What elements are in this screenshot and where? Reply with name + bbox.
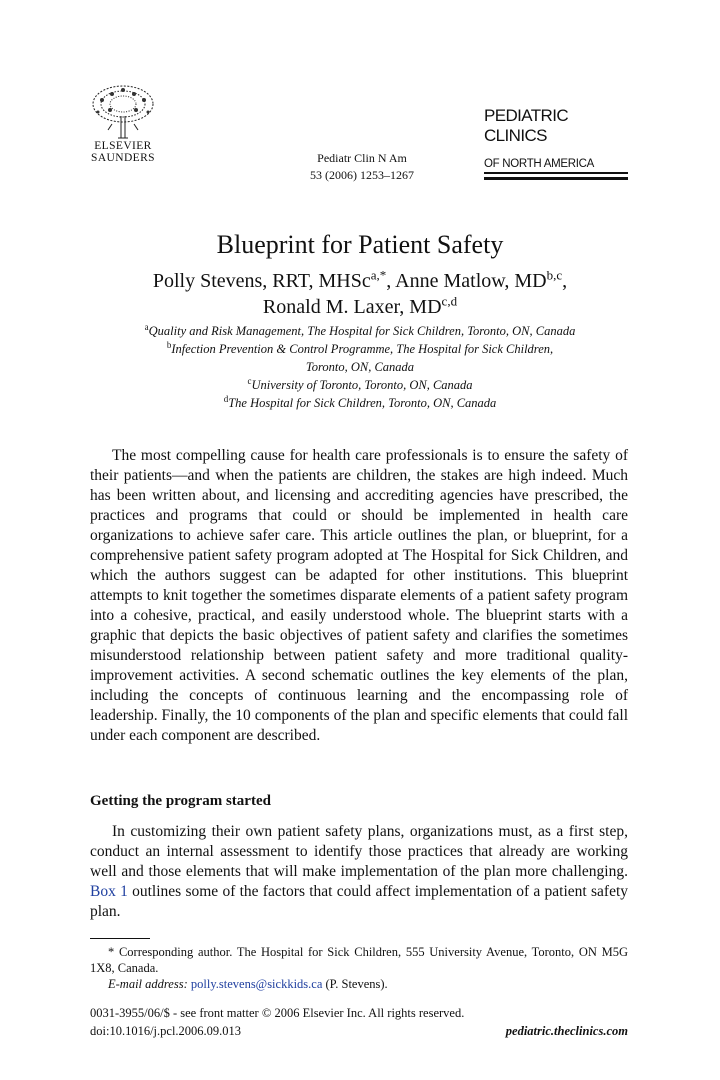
footer-doi-row [90,1023,628,1039]
journal-website[interactable]: pediatric.theclinics.com [505,1024,628,1038]
affiliation-text: Quality and Risk Management, The Hospital for Sick Children, Toronto, ON, Canada [148,324,576,338]
email-note [90,976,628,992]
author-name: Ronald M. Laxer, MD [262,296,442,318]
email-label: E-mail address: [108,977,188,991]
journal-reference [292,150,432,184]
email-suffix: (P. Stevens). [322,977,388,991]
paragraph-text: In customizing their own patient safety plans, organizations must, as a first step, conduct an internal assessment to identify those practices that already are working well and those elements that will make implementation of the plan more challenging. [90,823,628,880]
affiliation-mark: c [247,375,252,386]
affiliation-mark: d [223,393,229,404]
section-paragraph [90,822,628,922]
author-name: Polly Stevens, RRT, MHSc [152,270,371,292]
affiliation-text: Toronto, ON, Canada [305,360,415,374]
footnote [90,944,628,992]
affiliation-text: University of Toronto, Toronto, ON, Canada [251,378,473,392]
box-1-link[interactable]: Box 1 [90,883,128,900]
journal-volume: 53 (2006) 1253–1267 [310,168,414,182]
email-link[interactable]: polly.stevens@sickkids.ca [190,977,323,991]
publisher-name-1: ELSEVIER [94,140,152,152]
footnote-rule [90,938,150,939]
corresponding-author-note: * Corresponding author. The Hospital for Sick Children, 555 University Avenue, Toronto, ON M5G 1X8, Canada. [90,945,628,975]
author-name: Anne Matlow, MD [395,270,547,292]
affiliations [60,322,660,412]
publisher-logo [88,82,158,164]
affiliation-c [60,376,660,394]
affiliation-b [60,340,660,358]
journal-brand [484,106,628,180]
paragraph-text: outlines some of the factors that could affect implementation of a patient safety plan. [90,883,629,920]
author-affiliation-mark: a,* [370,267,387,283]
affiliation-text: Infection Prevention & Control Programme, The Hospital for Sick Children, [171,342,554,356]
publisher-name-2: SAUNDERS [91,152,155,164]
author-affiliation-mark: b,c [546,267,563,283]
article-title: Blueprint for Patient Safety [216,230,504,259]
elsevier-tree-icon [88,82,158,140]
affiliation-b-cont [60,358,660,376]
affiliation-a [60,322,660,340]
journal-brand-title: PEDIATRIC CLINICS [484,106,569,145]
section-heading: Getting the program started [90,793,271,809]
abstract: The most compelling cause for health care professionals is to ensure the safety of their patients—and when the patients are children, the stakes are high indeed. Much has been written about, and licensing and accrediting agencies have prescribed, the practices and programs that could or should be implemented in health care organizations to achieve safer care. This article outlines the plan, or blueprint, for a comprehensive patient safety program adopted at The Hospital for Sick Children, and which the authors suggest can be adapted for other institutions. This blueprint attempts to knit together the sometimes disparate elements of a patient safety program into a cohesive, practical, and easily understood whole. The blueprint starts with a graphic that depicts the basic objectives of patient safety and clarifies the sometimes misunderstood relationship between patient safety and more traditional quality-improvement activities. A second schematic outlines the key elements of the plan, including the concepts of continuous learning and the encompassing role of leadership. Finally, the 10 components of the plan and specific elements that could fall under each component are described. [90,447,628,744]
author-separator: , [386,270,396,292]
brand-rule-thick [484,177,628,180]
footer-issn: 0031-3955/06/$ - see front matter © 2006 Elsevier Inc. All rights reserved. [90,1006,465,1020]
author-separator: , [562,270,568,292]
affiliation-mark: b [166,339,172,350]
affiliation-mark: a [144,321,149,332]
journal-brand-subtitle: OF NORTH AMERICA [484,158,594,170]
journal-abbrev: Pediatr Clin N Am [317,151,407,165]
doi: doi:10.1016/j.pcl.2006.09.013 [90,1024,242,1038]
affiliation-text: The Hospital for Sick Children, Toronto, ON, Canada [228,396,497,410]
brand-rule [484,172,628,174]
author-affiliation-mark: c,d [441,293,458,309]
author-list [60,268,660,320]
affiliation-d [60,394,660,412]
